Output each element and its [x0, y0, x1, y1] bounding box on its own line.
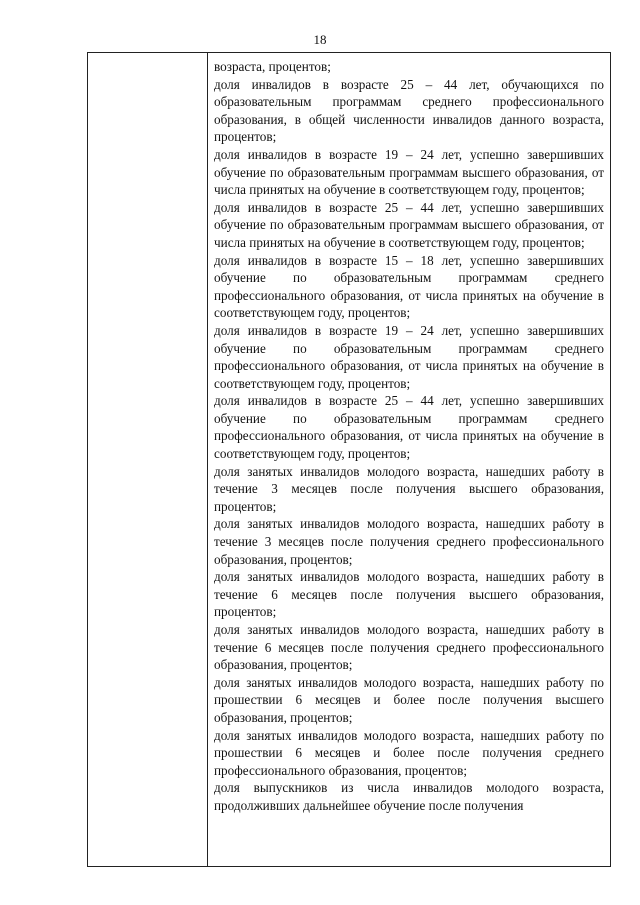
indicator-paragraph: доля инвалидов в возрасте 15 – 18 лет, успешно завершивших обучение по образовательным программам среднего профессионального образования, от числа принятых на обучение в соответствующем году, процентов;: [214, 252, 604, 321]
indicator-paragraph: доля инвалидов в возрасте 19 – 24 лет, успешно завершивших обучение по образовательным программам высшего образования, от числа принятых на обучение в соответствующем году, процентов;: [214, 146, 604, 198]
right-column-cell: [208, 53, 610, 866]
indicator-paragraph: возраста, процентов;: [214, 59, 331, 74]
left-column-cell: [88, 53, 208, 866]
indicator-paragraph: доля занятых инвалидов молодого возраста, нашедших работу в течение 3 месяцев после получения среднего профессионального образования, процентов;: [214, 516, 604, 567]
indicator-paragraph: доля занятых инвалидов молодого возраста, нашедших работу в течение 6 месяцев после получения высшего образования, процентов;: [214, 569, 604, 620]
indicator-paragraph: доля инвалидов в возрасте 25 – 44 лет, успешно завершивших обучение по образовательным программам высшего образования, от числа принятых на обучение в соответствующем году, процентов;: [214, 199, 604, 250]
indicator-paragraph: доля инвалидов в возрасте 19 – 24 лет, успешно завершивших обучение по образовательным программам среднего профессионального образования, от числа принятых на обучение в соответствующем году, процентов;: [214, 322, 604, 391]
page-number: 18: [313, 32, 327, 47]
indicator-paragraph: доля инвалидов в возрасте 25 – 44 лет, успешно завершивших обучение по образовательным программам среднего профессионального образования, от числа принятых на обучение в соответствующем году, процентов;: [214, 393, 604, 462]
indicator-paragraph: доля выпускников из числа инвалидов молодого возраста, продолживших дальнейшее обучение после получения: [214, 780, 604, 813]
indicator-table: [87, 52, 611, 867]
indicator-paragraph: доля занятых инвалидов молодого возраста, нашедших работу по прошествии 6 месяцев и более после получения среднего профессионального образования, процентов;: [214, 727, 604, 778]
indicator-paragraph: доля инвалидов в возрасте 25 – 44 лет, обучающихся по образовательным программам среднего профессионального образования, в общей численности инвалидов данного возраста, процентов;: [214, 76, 604, 145]
indicator-paragraph: доля занятых инвалидов молодого возраста, нашедших работу в течение 6 месяцев после получения среднего профессионального образования, процентов;: [214, 622, 604, 673]
indicator-paragraph: доля занятых инвалидов молодого возраста, нашедших работу в течение 3 месяцев после получения высшего образования, процентов;: [214, 463, 604, 514]
indicator-paragraph: доля занятых инвалидов молодого возраста, нашедших работу по прошествии 6 месяцев и более после получения высшего образования, процентов;: [214, 674, 604, 725]
